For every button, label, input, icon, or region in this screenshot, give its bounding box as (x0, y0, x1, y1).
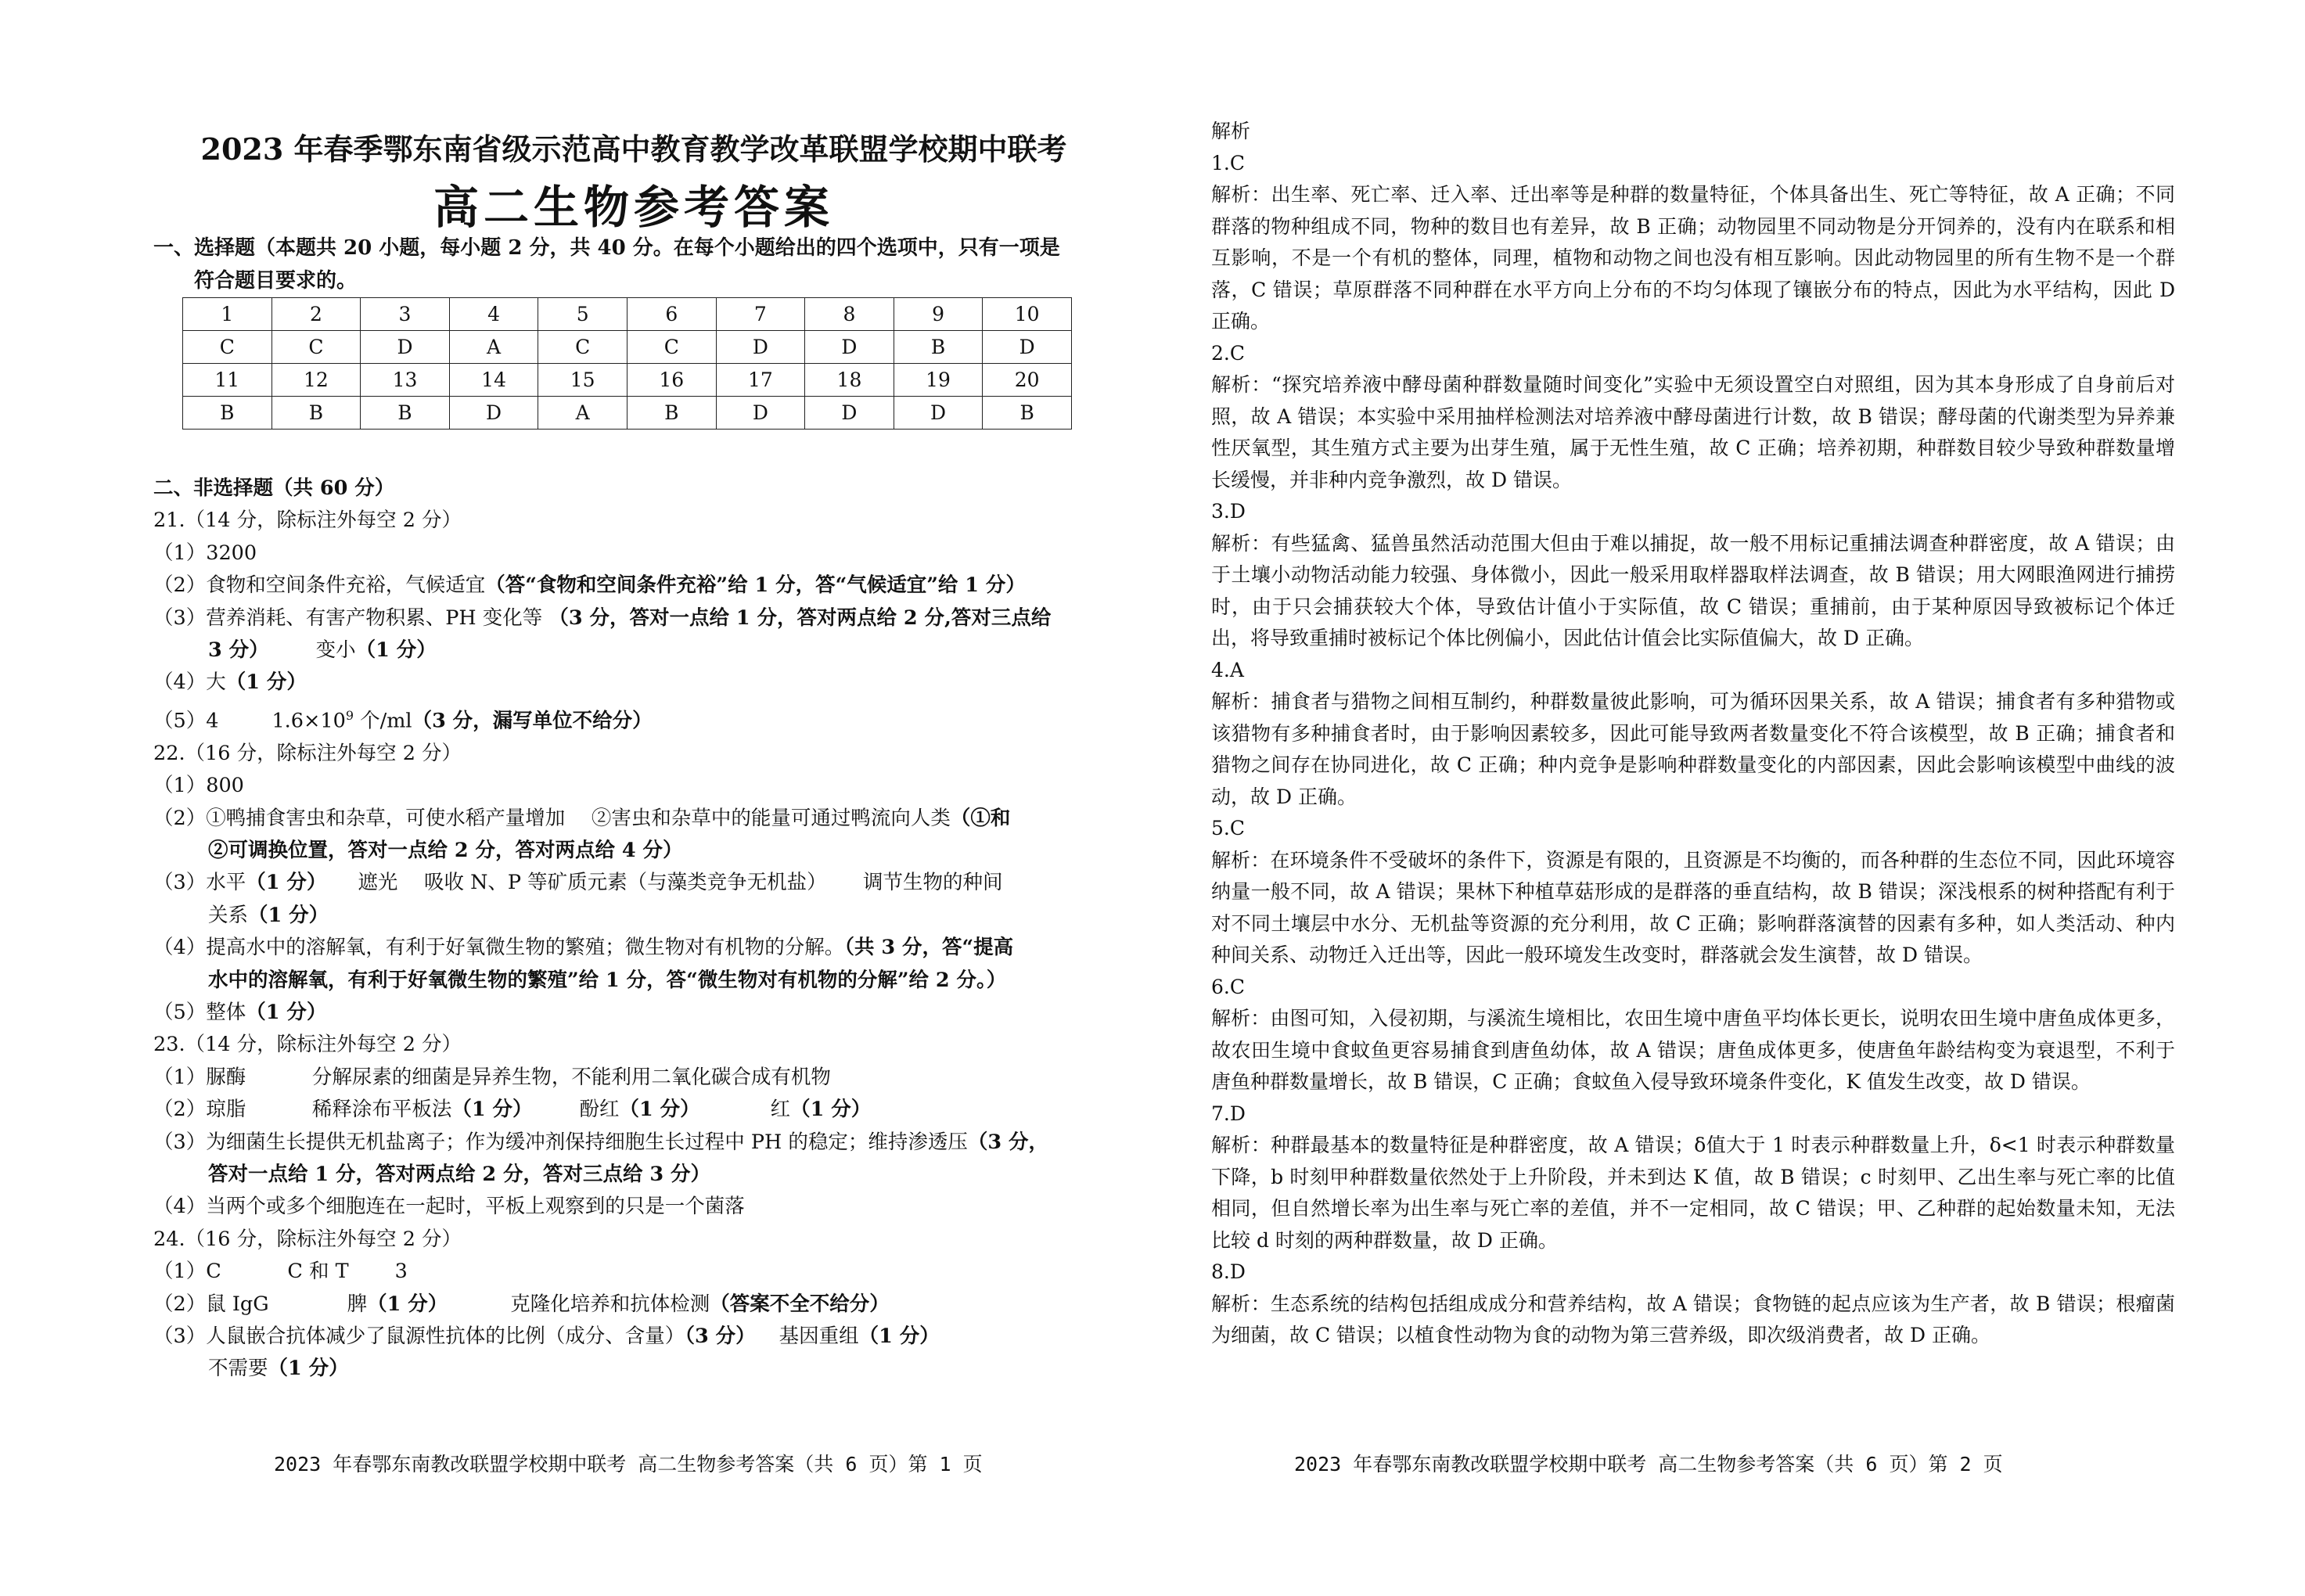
exam-title: 2023 年春季鄂东南省级示范高中教育教学改革联盟学校期中联考 (200, 131, 1067, 167)
answer-table-cell: C (538, 331, 627, 364)
answer-table (182, 297, 1072, 430)
answer-table-row (183, 364, 1072, 397)
answer-table-cell: 9 (894, 298, 983, 331)
q23-answer-3 (153, 1127, 1124, 1159)
answer-table-cell: 17 (716, 364, 805, 397)
explanation-question-label: 1.C (1211, 151, 1245, 174)
q22-3-score-2: （1 分） (248, 903, 329, 927)
q22-5-score: （1 分） (246, 1001, 327, 1024)
q24-2-text: （2）鼠 IgG (153, 1292, 269, 1316)
answer-table-cell: D (361, 331, 450, 364)
answer-table-cell: A (449, 331, 538, 364)
q23-2-text: （2）琼脂 稀释涂布平板法 (153, 1098, 452, 1122)
answer-table-cell: 11 (183, 364, 272, 397)
section-1-title-line-1: 一、选择题（本题共 20 小题，每小题 2 分，共 40 分。在每个小题给出的四个选项中，只有一项是 (153, 236, 1060, 260)
q21-5-unit: 个/ml (354, 709, 412, 733)
answer-table-cell: C (183, 331, 272, 364)
page-1 (0, 0, 1152, 1596)
q22-answer-1: （1）800 (153, 774, 244, 798)
answer-table-cell: 19 (894, 364, 983, 397)
q22-2-text: （2）①鸭捕食害虫和杂草，可使水稻产量增加 ②害虫和杂草中的能量可通过鸭流向人类 (153, 806, 951, 830)
answer-table-cell: 7 (716, 298, 805, 331)
answer-table-cell: 13 (361, 364, 450, 397)
answer-key-title: 高二生物参考答案 (433, 181, 834, 234)
q21-answer-4 (153, 667, 1124, 699)
q21-header: 21.（14 分，除标注外每空 2 分） (153, 509, 462, 533)
answer-table-cell: 20 (983, 364, 1072, 397)
explanation-text: 解析：出生率、死亡率、迁入率、迁出率等是种群的数量特征，个体具备出生、死亡等特征，故 A 正确；不同群落的物种组成不同，物种的数目也有差异，故 B 正确；动物园里不同动物是分开饲养的，没有内在联系和相互影响，不是一个有机的整体，同理，植物和动物之间也没有相互影响。因此动物园里的所有生物不是一个群落，C 错误；草原群落不同种群在水平方向上分布的不均匀体现了镶嵌分布的特点，因此为水平结构，因此 D 正确。 (1211, 183, 2175, 332)
answer-table-cell: D (805, 397, 894, 430)
q21-3-score: （1 分） (355, 638, 437, 663)
answer-table-cell: 6 (627, 298, 716, 331)
q21-5-value: 1.6×10 (271, 709, 346, 733)
answer-table-cell: 4 (449, 298, 538, 331)
explanation-question-label: 5.C (1211, 817, 1245, 839)
q23-answer-4: （4）当两个或多个细胞连在一起时，平板上观察到的只是一个菌落 (153, 1195, 745, 1219)
q21-answer-5 (153, 699, 1124, 738)
explanations (1211, 116, 2175, 1352)
q24-2-note: （答案不全不给分） (710, 1292, 890, 1316)
explanations-heading: 解析 (1211, 120, 1251, 142)
explanation-question-label: 2.C (1211, 341, 1245, 365)
q24-3-text-3: 不需要 (208, 1357, 268, 1381)
answer-table-row (183, 397, 1072, 430)
explanation-text: 解析：捕食者与猎物之间相互制约，种群数量彼此影响，可为循环因果关系，故 A 错误；捕食者有多种猎物或该猎物有多种捕食者时，由于影响因素较多，因此可能导致两者数量变化不符合该模型，故 B 正确；捕食者和猎物之间存在协同进化，故 C 正确；种内竞争是影响种群数量变化的内部因素，因此会影响该模型中曲线的波动，故 D 正确。 (1211, 690, 2175, 808)
q22-answer-4-cont: 水中的溶解氧，有利于好氧微生物的繁殖”给 1 分，答“微生物对有机物的分解”给 2 分。） (208, 968, 1007, 992)
answer-table-cell: C (271, 331, 361, 364)
q21-answer-2 (153, 570, 1124, 602)
explanation-text: 解析：由图可知，入侵初期，与溪流生境相比，农田生境中唐鱼平均体长更长，说明农田生境中唐鱼成体更多，故农田生境中食蚊鱼更容易捕食到唐鱼幼体，故 A 错误；唐鱼成体更多，使唐鱼年龄结构变为衰退型，不利于唐鱼种群数量增长，故 B 错误，C 正确；食蚊鱼入侵导致环境条件变化，K 值发生改变，故 D 错误。 (1211, 1007, 2175, 1093)
page-footer: 2023 年春鄂东南教改联盟学校期中联考 高二生物参考答案（共 6 页）第 1 页 (274, 1453, 983, 1476)
q21-3-text-2: 变小 (315, 638, 356, 663)
q24-answer-3 (153, 1321, 1124, 1353)
explanation-text: 解析：有些猛禽、猛兽虽然活动范围大但由于难以捕捉，故一般不用标记重捕法调查种群密度，故 A 错误；由于土壤小动物活动能力较强、身体微小，因此一般采用取样器取样法调查，故 B 错误；用大网眼渔网进行捕捞时，由于只会捕获较大个体，导致估计值小于实际值，故 C 错误；重捕前，由于某种原因导致被标记个体迁出，将导致重捕时被标记个体比例偏小，因此估计值会比实际值偏大，故 D 正确。 (1211, 531, 2175, 649)
q24-2-score: （1 分） (367, 1292, 448, 1316)
explanation-text: 解析：“探究培养液中酵母菌种群数量随时间变化”实验中无须设置空白对照组，因为其本身形成了自身前后对照，故 A 错误；本实验中采用抽样检测法对培养液中酵母菌进行计数，故 B 错误；酵母菌的代谢类型为异养兼性厌氧型，其生殖方式主要为出芽生殖，属于无性生殖，故 C 正确；培养初期，种群数目较少导致种群数量增长缓慢，并非种内竞争激烈，故 D 错误。 (1211, 373, 2175, 491)
answer-table-cell: C (627, 331, 716, 364)
answer-table-cell: 2 (271, 298, 361, 331)
answer-table-cell: B (361, 397, 450, 430)
answer-table-cell: 12 (271, 364, 361, 397)
q22-header: 22.（16 分，除标注外每空 2 分） (153, 741, 462, 765)
answer-table-cell: B (983, 397, 1072, 430)
q22-answer-2-cont: ②可调换位置，答对一点给 2 分，答对两点给 4 分） (208, 838, 683, 862)
q23-2-text-2: 酚红 (579, 1098, 620, 1122)
q21-answer-1: （1）3200 (153, 541, 257, 565)
q22-answer-5 (153, 997, 1124, 1029)
answer-table-cell: B (271, 397, 361, 430)
q23-answer-3-cont: 答对一点给 1 分，答对两点给 2 分，答对三点给 3 分） (208, 1163, 710, 1187)
q21-2-note: （答“食物和空间条件充裕”给 1 分，答“气候适宜”给 1 分） (485, 573, 1026, 598)
answer-table-cell: 3 (361, 298, 450, 331)
explanation-text: 解析：种群最基本的数量特征是种群密度，故 A 错误；δ值大于 1 时表示种群数量上升，δ<1 时表示种群数量下降，b 时刻甲种群数量依然处于上升阶段，并未到达 K 值，故 B 错误；c 时刻甲、乙出生率与死亡率的比值相同，但自然增长率为出生率与死亡率的差值，并不一定相同，故 C 错误；甲、乙种群的起始数量未知，无法比较 d 时刻的两种群数量，故 D 正确。 (1211, 1134, 2175, 1252)
q23-answer-1: （1）脲酶 分解尿素的细菌是异养生物，不能利用二氧化碳合成有机物 (153, 1065, 831, 1089)
q22-2-note: （①和 (950, 806, 1011, 830)
answer-table-cell: 18 (805, 364, 894, 397)
q24-answer-3-cont (153, 1353, 1124, 1385)
q21-4-score: （1 分） (225, 670, 307, 695)
q24-3-score-2: （1 分） (858, 1325, 940, 1349)
answer-table-cell: 15 (538, 364, 627, 397)
q22-3-text-2: 遮光 吸收 N、P 等矿质元素（与藻类竞争无机盐） 调节生物的种间 (358, 871, 1003, 895)
explanation-list (1211, 148, 2175, 1352)
q24-2-text-3: 克隆化培养和抗体检测 (510, 1292, 710, 1316)
section-1-title (153, 232, 1116, 297)
q24-3-text: （3）人鼠嵌合抗体减少了鼠源性抗体的比例（成分、含量） (153, 1325, 685, 1349)
section-2-title: 二、非选择题（共 60 分） (153, 476, 395, 500)
answer-table-cell: D (983, 331, 1072, 364)
q22-4-text: （4）提高水中的溶解氧，有利于好氧微生物的繁殖；微生物对有机物的分解。 (153, 936, 845, 960)
q21-5-note: （3 分，漏写单位不给分） (412, 709, 653, 733)
q24-2-text-2: 脾 (347, 1292, 368, 1316)
answer-table-cell: 14 (449, 364, 538, 397)
answer-table-cell: 8 (805, 298, 894, 331)
q24-3-text-2: 基因重组 (779, 1325, 859, 1349)
q22-3-text: （3）水平 (153, 871, 246, 895)
section-1-title-line-2: 符合题目要求的。 (194, 269, 358, 293)
q22-answer-3 (153, 867, 1124, 899)
q23-3-text: （3）为细菌生长提供无机盐离子；作为缓冲剂保持细胞生长过程中 PH 的稳定；维持渗透压 (153, 1130, 968, 1154)
q21-5-exponent: 9 (345, 707, 354, 723)
explanation-question-label: 7.D (1211, 1102, 1246, 1125)
q23-answer-2 (153, 1094, 1124, 1126)
explanation-text: 解析：在环境条件不受破坏的条件下，资源是有限的，且资源是不均衡的，而各种群的生态位不同，因此环境容纳量一般不同，故 A 错误；果林下种植草菇形成的是群落的垂直结构，故 B 错误；深浅根系的树种搭配有利于对不同土壤层中水分、无机盐等资源的充分利用，故 C 正确；影响群落演替的因素有多种，如人类活动、种内种间关系、动物迁入迁出等，因此一般环境发生改变时，群落就会发生演替，故 D 错误。 (1211, 848, 2175, 966)
answer-table-row (183, 331, 1072, 364)
answer-table-cell: B (627, 397, 716, 430)
q24-3-score: （3 分） (685, 1325, 756, 1349)
answer-table-cell: D (449, 397, 538, 430)
answer-table-cell: 10 (983, 298, 1072, 331)
answer-table-cell: 1 (183, 298, 272, 331)
q22-4-note: （共 3 分，答“提高 (844, 936, 1014, 960)
explanation-question-label: 8.D (1211, 1260, 1246, 1283)
q21-3-note-end: 3 分） (208, 638, 269, 663)
answer-table-cell: D (894, 397, 983, 430)
answer-table-cell: D (805, 331, 894, 364)
page-footer-2: 2023 年春鄂东南教改联盟学校期中联考 高二生物参考答案（共 6 页）第 2 页 (1294, 1453, 2003, 1476)
q21-answer-3 (153, 602, 1124, 634)
section-2 (153, 473, 1124, 1386)
explanation-text: 解析：生态系统的结构包括组成成分和营养结构，故 A 错误；食物链的起点应该为生产者，故 B 错误；根瘤菌为细菌，故 C 错误；以植食性动物为食的动物为第三营养级，即次级消费者，故 D 正确。 (1211, 1292, 2175, 1346)
explanation-question-label: 6.C (1211, 975, 1245, 998)
q24-answer-2 (153, 1289, 1124, 1321)
answer-table-cell: B (183, 397, 272, 430)
q23-2-text-3: 红 (770, 1098, 791, 1122)
answer-table-row (183, 298, 1072, 331)
q24-3-score-3: （1 分） (268, 1357, 349, 1381)
q23-2-score: （1 分） (451, 1098, 533, 1122)
answer-table-cell: A (538, 397, 627, 430)
q22-3-score: （1 分） (246, 871, 327, 895)
q22-3-text-3: 关系 (208, 903, 249, 927)
q23-2-score-2: （1 分） (619, 1098, 700, 1122)
q21-3-note: （3 分，答对一点给 1 分，答对两点给 2 分,答对三点给 (548, 606, 1052, 630)
answer-table-cell: B (894, 331, 983, 364)
answer-table-cell: D (716, 331, 805, 364)
q21-3-text: （3）营养消耗、有害产物积累、PH 变化等 (153, 606, 549, 630)
answer-table-cell: 16 (627, 364, 716, 397)
explanation-question-label: 3.D (1211, 500, 1246, 523)
q22-answer-3-cont (153, 900, 1124, 932)
q22-5-text: （5）整体 (153, 1001, 246, 1024)
q24-answer-1: （1）C C 和 T 3 (153, 1260, 408, 1284)
q22-answer-4 (153, 932, 1124, 964)
q23-3-note: （3 分， (967, 1130, 1048, 1154)
q22-answer-2 (153, 803, 1124, 835)
answer-table-cell: 5 (538, 298, 627, 331)
q23-2-score-3: （1 分） (790, 1098, 872, 1122)
q21-2-text: （2）食物和空间条件充裕，气候适宜 (153, 573, 486, 598)
answer-table-cell: D (716, 397, 805, 430)
q21-5-text: （5）4 (153, 709, 219, 733)
q21-4-text: （4）大 (153, 670, 226, 695)
explanation-question-label: 4.A (1211, 658, 1244, 681)
q21-answer-3-cont (153, 634, 1124, 667)
q24-header: 24.（16 分，除标注外每空 2 分） (153, 1227, 462, 1251)
q23-header: 23.（14 分，除标注外每空 2 分） (153, 1033, 462, 1057)
